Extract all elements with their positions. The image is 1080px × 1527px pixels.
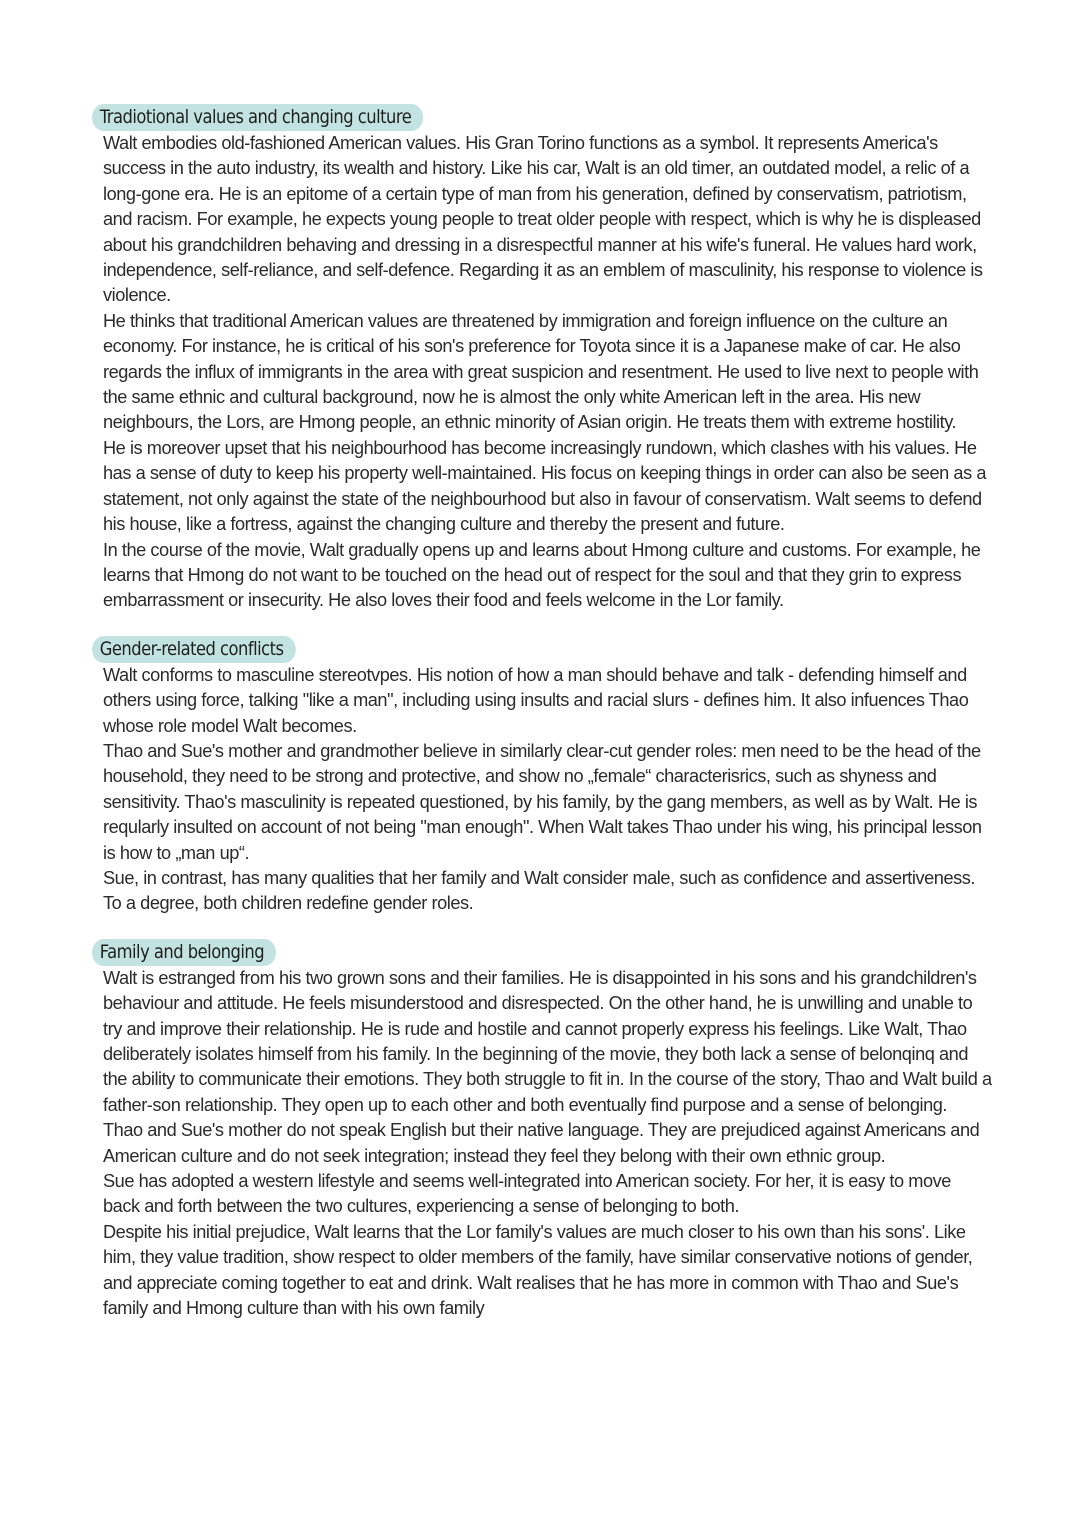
section-gender-conflicts [92, 636, 992, 917]
paragraph: He is moreover upset that his neighbourhood has become increasingly rundown, which clashes with his values. He has a sense of duty to keep his property well-maintained. His focus on keeping things in order can also be seen as a statement, not only against the state of the neighbourhood but also in favour of conservatism. Walt seems to defend his house, like a fortress, against the changing culture and thereby the present and future. [103, 437, 986, 535]
section-heading: Gender-related conflicts [92, 636, 296, 663]
section-heading: Family and belonging [92, 939, 276, 966]
section-traditional-values [92, 104, 992, 614]
paragraph: Despite his initial prejudice, Walt learns that the Lor family's values are much closer to his own than his sons'. Like him, they value tradition, show respect to older members of the family, have similar conservative notions of gender, and appreciate coming together to eat and drink. Walt realises that he has more in common with Thao and Sue's family and Hmong culture than with his own family [103, 1221, 973, 1319]
paragraph: Sue has adopted a western lifestyle and seems well-integrated into American society. For her, it is easy to move back and forth between the two cultures, experiencing a sense of belonging to both. [103, 1171, 951, 1217]
paragraph: Sue, in contrast, has many qualities that her family and Walt consider male, such as confidence and assertiveness. To a degree, both children redefine gender roles. [103, 867, 976, 914]
paragraph: In the course of the movie, Walt gradually opens up and learns about Hmong culture and customs. For example, he learns that Hmong do not want to be touched on the head out of respect for the soul and that they grin to express embarrassment or insecurity. He also loves their food and feels welcome in the Lor family. [103, 539, 981, 611]
paragraph: He thinks that traditional American values are threatened by immigration and foreign influence on the culture an economy. For instance, he is critical of his son's preference for Toyota since it is a Japanese make of car. He also regards the influx of immigrants in the area with great suspicion and resentment. He used to live next to people with the same ethnic and cultural background, now he is almost the only white American left in the area. His new neighbours, the Lors, are Hmong people, an ethnic minority of Asian origin. He treats them with extreme hostility. [103, 310, 979, 433]
paragraph: Walt embodies old-fashioned American values. His Gran Torino functions as a symbol. It represents America's success in the auto industry, its wealth and history. Like his car, Walt is an old timer, an outdated model, a relic of a long-gone era. He is an epitome of a certain type of man from his generation, defined by conservatism, patriotism, and racism. For example, he expects young people to treat older people with respect, which is why he is displeased about his grandchildren behaving and dressing in a disrespectful manner at his wife's funeral. He values hard work, independence, self-reliance, and self-defence. Regarding it as an emblem of masculinity, his response to violence is violence. [103, 133, 983, 306]
document-page [92, 104, 992, 1321]
section-family-belonging [92, 939, 992, 1322]
paragraph: Thao and Sue's mother and grandmother believe in similarly clear-cut gender roles: men need to be the head of the household, they need to be strong and protective, and show no „female“ characterisrics, such as shyness and sensitivity. Thao's masculinity is repeated questioned, by his family, by the gang members, as well as by Walt. He is reqularly insulted on account of not being "man enough". When Walt takes Thao under his wing, his principal lesson is how to „man up“. [103, 740, 982, 863]
paragraph: Walt is estranged from his two grown sons and their families. He is disappointed in his sons and his grandchildren's behaviour and attitude. He feels misunderstood and disrespected. On the other hand, he is unwilling and unable to try and improve their relationship. He is rude and hostile and cannot properly express his feelings. Like Walt, Thao deliberately isolates himself from his family. In the beginning of the movie, they both lack a sense of belonqinq and the ability to communicate their emotions. They both struggle to fit in. In the course of the story, Thao and Walt build a father-son relationship. They open up to each other and both eventually find purpose and a sense of belonging. [103, 967, 992, 1115]
paragraph: Thao and Sue's mother do not speak English but their native language. They are prejudiced against Americans and American culture and do not seek integration; instead they feel they belong with their own ethnic group. [103, 1120, 980, 1166]
section-heading: Tradiotional values and changing culture [92, 104, 423, 131]
paragraph: Walt conforms to masculine stereotvpes. His notion of how a man should behave and talk - defending himself and others using force, talking "like a man", including using insults and racial slurs - defines him. It also infuences Thao whose role model Walt becomes. [103, 664, 969, 736]
